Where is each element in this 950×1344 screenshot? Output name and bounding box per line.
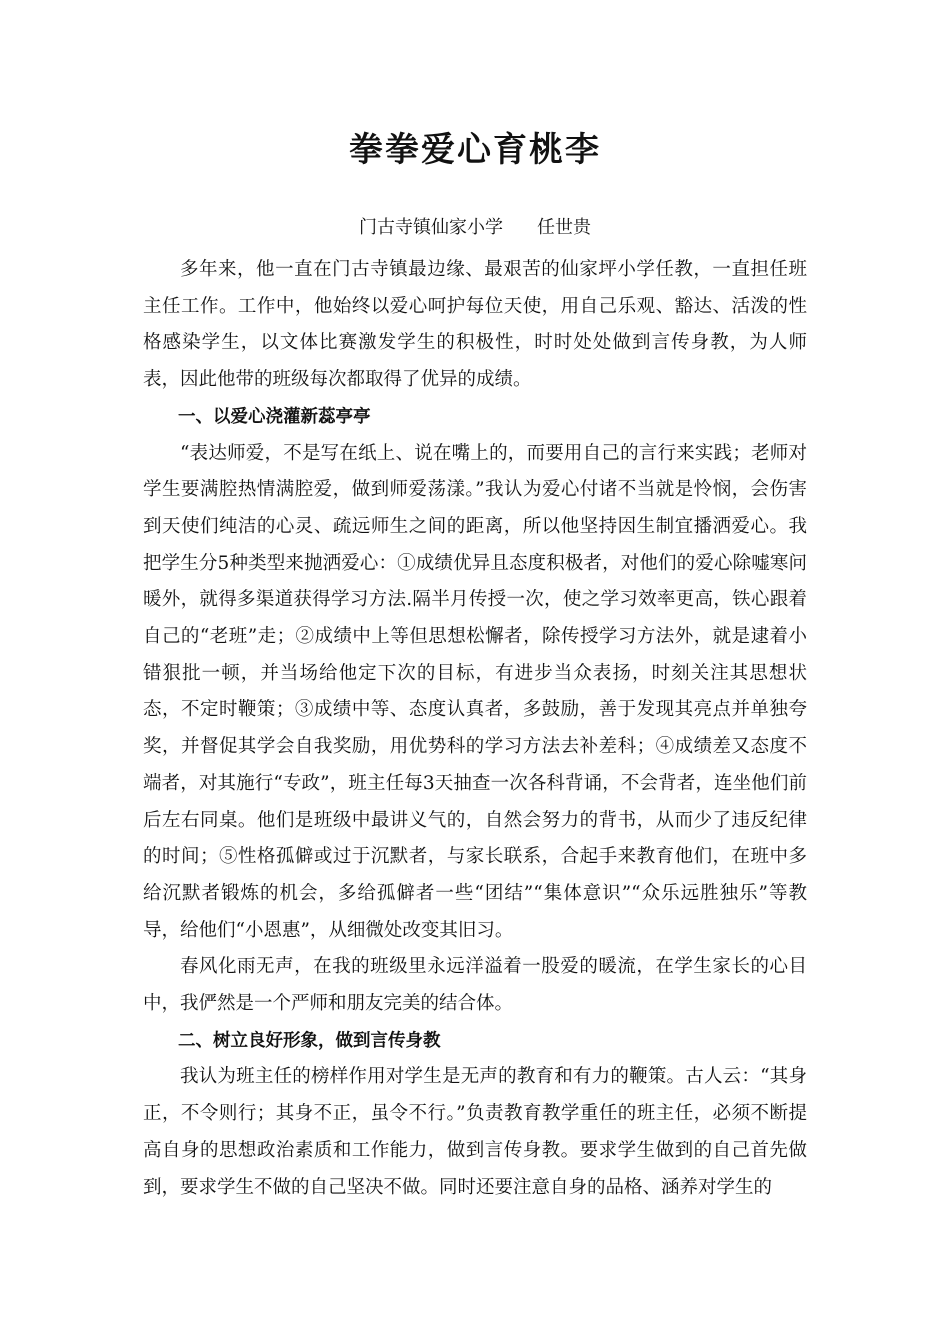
section-heading-1: 一、以爱心浇灌新蕊亭亭 <box>178 406 371 427</box>
intro-paragraph: 多年来，他一直在门古寺镇最边缘、最艰苦的仙家坪小学任教，一直担任班主任工作。工作中，他始终以爱心呵护每位天使，用自己乐观、豁达、活泼的性格感染学生，以文体比赛激发学生的积极性，时时处处做到言传身教，为人师表，因此他带的班级每次都取得了优异的成绩。 <box>143 259 807 391</box>
section-1-paragraph-1: “表达师爱，不是写在纸上、说在嘴上的，而要用自己的言行来实践；老师对学生要满腔热情满腔爱，做到师爱荡漾。”我认为爱心付诸不当就是怜悯，会伤害到天使们纯洁的心灵、疏远师生之间的距离，所以他坚持因生制宜播洒爱心。我把学生分5种类型来抛洒爱心：①成绩优异且态度积极者，对他们的爱心除嘘寒问暖外，就得多渠道获得学习方法.隔半月传授一次，使之学习效率更高，铁心跟着自己的“老班”走；②成绩中上等但思想松懈者，除传授学习方法外，就是逮着小错狠批一顿，并当场给他定下次的目标，有进步当众表扬，时刻关注其思想状态，不定时鞭策；③成绩中等、态度认真者，多鼓励，善于发现其亮点并单独夸奖，并督促其学会自我奖励，用优势科的学习方法去补差科；④成绩差又态度不端者，对其施行“专政”，班主任每3天抽查一次各科背诵，不会背者，连坐他们前后左右同桌。他们是班级中最讲义气的，自然会努力的背书，从而少了违反纪律的时间；⑤性格孤僻或过于沉默者，与家长联系，合起手来教育他们，在班中多给沉默者锻炼的机会，多给孤僻者一些“团结”“集体意识”“众乐远胜独乐”等教导，给他们“小恩惠”，从细微处改变其旧习。 <box>143 442 807 941</box>
byline-author: 任世贵 <box>537 217 591 238</box>
byline-school: 门古寺镇仙家小学 <box>359 217 503 238</box>
section-2-paragraph-1: 我认为班主任的榜样作用对学生是无声的教育和有力的鞭策。古人云：“其身正，不令则行；其身不正，虽令不行。”负责教育教学重任的班主任，必须不断提高自身的思想政治素质和工作能力，做到言传身教。要求学生做到的自己首先做到，要求学生不做的自己坚决不做。同时还要注意自身的品格、涵养对学生的 <box>143 1066 807 1198</box>
byline <box>0 214 950 242</box>
section-heading-2: 二、树立良好形象，做到言传身教 <box>178 1030 441 1051</box>
document-body <box>143 252 807 1206</box>
document-title: 拳拳爱心育桃李 <box>349 130 601 170</box>
section-1-paragraph-2: 春风化雨无声，在我的班级里永远洋溢着一股爱的暖流，在学生家长的心目中，我俨然是一个严师和朋友完美的结合体。 <box>143 956 807 1015</box>
